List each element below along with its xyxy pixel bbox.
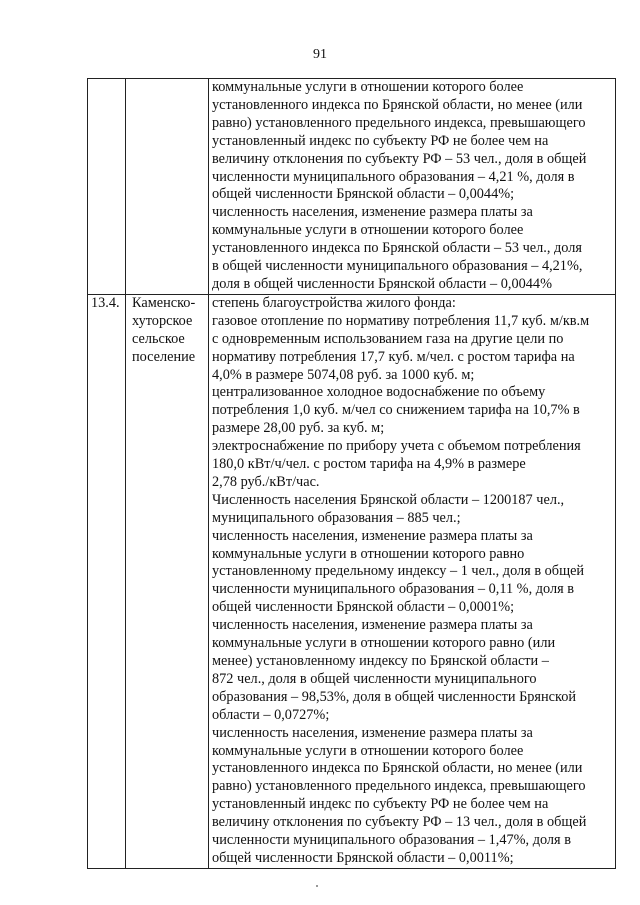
description-text-line: коммунальные услуги в отношении которого более	[212, 742, 524, 759]
description-text-line: области – 0,0727%;	[212, 706, 330, 723]
indicator-description-cell	[209, 294, 616, 868]
description-text-line: менее) установленному индексу по Брянской области –	[212, 653, 549, 669]
description-text-line: нормативу потребления 17,7 куб. м/чел. с ростом тарифа на	[212, 348, 575, 365]
description-text-line: 872 чел., доля в общей численности муниципального	[212, 670, 537, 687]
description-text-line: электроснабжение по прибору учета с объемом потребления	[212, 438, 581, 455]
description-text-line: размере 28,00 руб. за куб. м;	[212, 420, 385, 437]
description-text-line: установленный индекс по субъекту РФ не более чем на	[212, 796, 549, 813]
description-text-line: установленного индекса по Брянской области, но менее (или	[212, 96, 583, 113]
row-number-cell	[88, 79, 126, 295]
description-text-line: газовое отопление по нормативу потребления 11,7 куб. м/кв.м	[212, 312, 590, 329]
municipality-table	[87, 78, 616, 869]
description-text-line: установленный индекс по субъекту РФ не более чем на	[212, 132, 549, 149]
description-text-line: степень благоустройства жилого фонда:	[212, 294, 456, 311]
description-text-line: Численность населения Брянской области – 1200187 чел.,	[212, 491, 565, 508]
municipality-name-line: хуторское	[132, 312, 193, 329]
description-text-line: с одновременным использованием газа на другие цели по	[212, 330, 564, 347]
description-text-line: численность населения, изменение размера платы за	[212, 617, 533, 634]
description-text-line: муниципального образования – 885 чел.;	[212, 509, 461, 526]
description-text-line: коммунальные услуги в отношении которого более	[212, 79, 524, 95]
description-text-line: общей численности Брянской области – 0,0044%;	[212, 186, 515, 203]
description-text-line: численность населения, изменение размера платы за	[212, 204, 533, 221]
description-text-line: общей численности Брянской области – 0,0011%;	[212, 849, 514, 866]
municipality-name-line: поселение	[132, 348, 196, 365]
description-text-line: величину отклонения по субъекту РФ – 13 чел., доля в общей	[212, 814, 587, 831]
description-text-line: равно) установленного предельного индекса, превышающего	[212, 778, 586, 795]
municipality-name-line: Каменско-	[132, 294, 196, 311]
municipality-name-cell	[126, 79, 209, 295]
table-row	[88, 294, 616, 868]
description-text-line: равно) установленного предельного индекса, превышающего	[212, 114, 586, 131]
description-text-line: в общей численности муниципального образования – 4,21%,	[212, 258, 583, 275]
description-text-line: коммунальные услуги в отношении которого более	[212, 222, 524, 239]
table-row	[88, 79, 616, 295]
scan-artifact-dot	[316, 885, 318, 887]
description-text-line: численности муниципального образования – 4,21 %, доля в	[212, 168, 575, 185]
description-text-line: образования – 98,53%, доля в общей численности Брянской	[212, 688, 577, 705]
municipality-name-cell	[126, 294, 209, 868]
description-text-line: 180,0 кВт/ч/чел. с ростом тарифа на 4,9% в размере	[212, 456, 526, 473]
description-text-line: установленного индекса по Брянской области – 53 чел., доля	[212, 240, 582, 257]
description-text-line: 2,78 руб./кВт/час.	[212, 473, 320, 490]
description-text-line: установленного индекса по Брянской области, но менее (или	[212, 760, 583, 777]
description-text-line: централизованное холодное водоснабжение по объему	[212, 384, 546, 401]
indicator-description-cell	[209, 79, 616, 295]
row-number-cell: 13.4.	[88, 294, 126, 868]
description-text-line: 4,0% в размере 5074,08 руб. за 1000 куб. м;	[212, 366, 475, 383]
description-text-line: численность населения, изменение размера платы за	[212, 527, 533, 544]
description-text-line: величину отклонения по субъекту РФ – 53 чел., доля в общей	[212, 150, 587, 167]
description-text-line: численность населения, изменение размера платы за	[212, 724, 533, 741]
description-text-line: коммунальные услуги в отношении которого равно	[212, 545, 525, 562]
description-text-line: общей численности Брянской области – 0,0001%;	[212, 599, 515, 616]
description-text-line: доля в общей численности Брянской области – 0,0044%	[212, 275, 552, 292]
page-number: 91	[313, 47, 327, 62]
description-text-line: потребления 1,0 куб. м/чел со снижением тарифа на 10,7% в	[212, 402, 580, 419]
description-text-line: численности муниципального образования – 0,11 %, доля в	[212, 581, 575, 598]
description-text-line: численности муниципального образования – 1,47%, доля в	[212, 832, 571, 849]
description-text-line: коммунальные услуги в отношении которого равно (или	[212, 635, 556, 652]
description-text-line: установленному предельному индексу – 1 чел., доля в общей	[212, 563, 585, 580]
municipality-name-line: сельское	[132, 330, 185, 347]
